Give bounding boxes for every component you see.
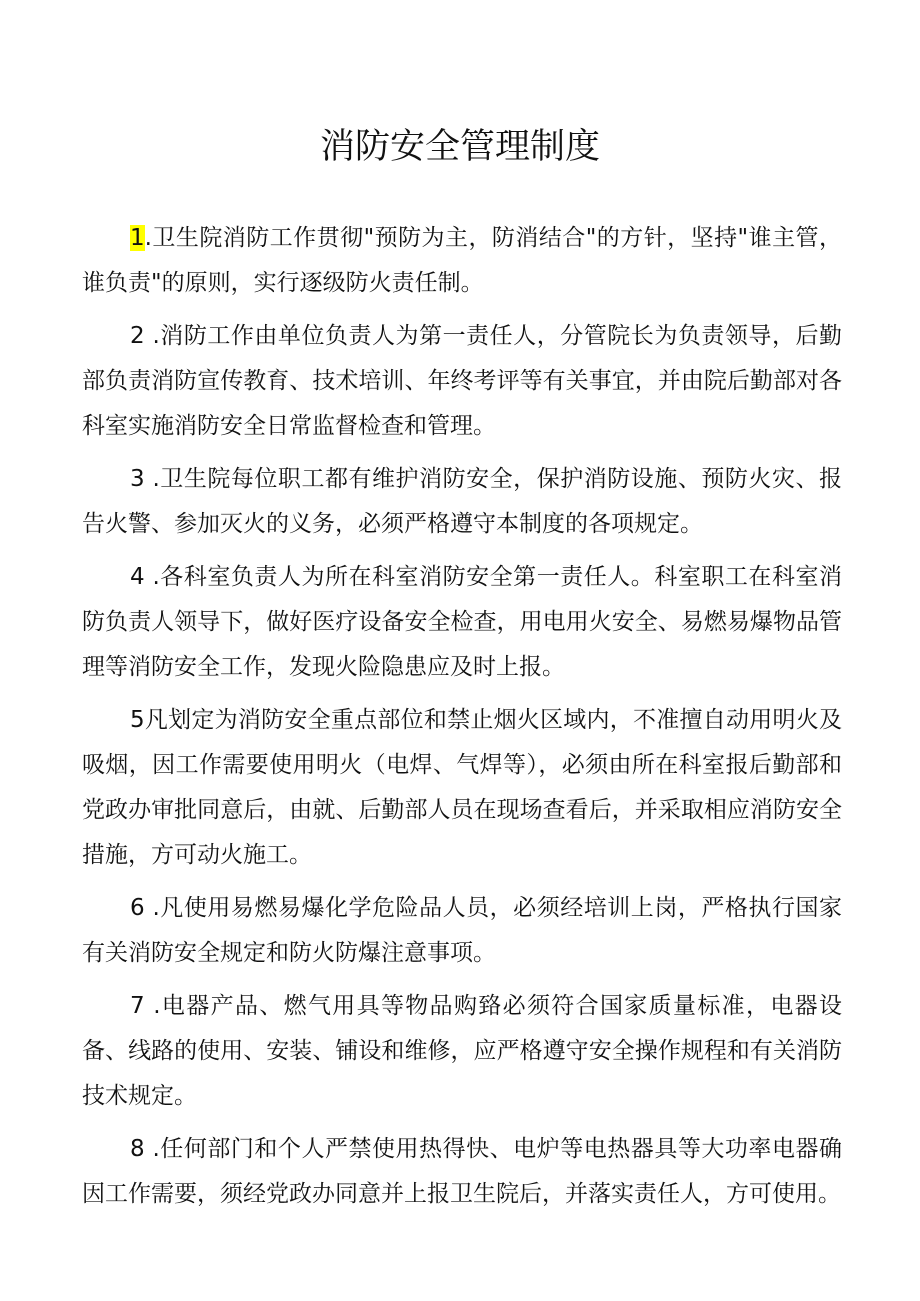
paragraph-text: .凡使用易燃易爆化学危险品人员，必须经培训上岗，严格执行国家有关消防安全规定和防火防爆注意事项。 [82,895,842,966]
paragraph-number: 3 [130,466,145,492]
document-title: 消防安全管理制度 [319,127,600,167]
paragraph-text: .消防工作由单位负责人为第一责任人，分管院长为负责领导，后勤部负责消防宣传教育、技术培训、年终考评等有关事宜，并由院后勤部对各科室实施消防安全日常监督检查和管理。 [82,323,842,439]
paragraph-text: .各科室负责人为所在科室消防安全第一责任人。科室职工在科室消防负责人领导下，做好医疗设备安全检查，用电用火安全、易燃易爆物品管理等消防安全工作，发现火险隐患应及时上报。 [82,564,842,680]
highlighted-number: 1 [130,225,145,251]
paragraph-6 [82,886,842,976]
paragraph-3 [82,457,842,547]
paragraph-number: 4 [130,564,145,590]
paragraph-number: 5 [130,707,145,733]
paragraph-number: 7 [130,993,145,1019]
paragraph-number: 8 [130,1136,145,1162]
paragraph-text: 凡划定为消防安全重点部位和禁止烟火区域内，不准擅自动用明火及吸烟，因工作需要使用明火（电焊、气焊等），必须由所在科室报后勤部和党政办审批同意后，由就、后勤部人员在现场查看后，并采取相应消防安全措施，方可动火施工。 [82,707,842,868]
paragraph-8 [82,1127,842,1217]
paragraph-number: 6 [130,895,145,921]
paragraph-text: .电器产品、燃气用具等物品购臵必须符合国家质量标准，电器设备、线路的使用、安装、铺设和维修，应严格遵守安全操作规程和有关消防技术规定。 [82,993,842,1109]
paragraph-7 [82,984,842,1119]
paragraph-number: 2 [130,323,145,349]
paragraph-5 [82,698,842,878]
paragraph-2 [82,314,842,449]
document-body [82,216,842,1225]
paragraph-4 [82,555,842,690]
paragraph-text: .卫生院每位职工都有维护消防安全，保护消防设施、预防火灾、报告火警、参加灭火的义务，必须严格遵守本制度的各项规定。 [82,466,842,537]
paragraph-text: .卫生院消防工作贯彻"预防为主，防消结合"的方针，坚持"谁主管，谁负责"的原则，实行逐级防火责任制。 [82,225,842,296]
paragraph-text: .任何部门和个人严禁使用热得快、电炉等电热器具等大功率电器确因工作需要，须经党政办同意并上报卫生院后，并落实责任人，方可使用。 [82,1136,842,1207]
paragraph-1 [82,216,842,306]
